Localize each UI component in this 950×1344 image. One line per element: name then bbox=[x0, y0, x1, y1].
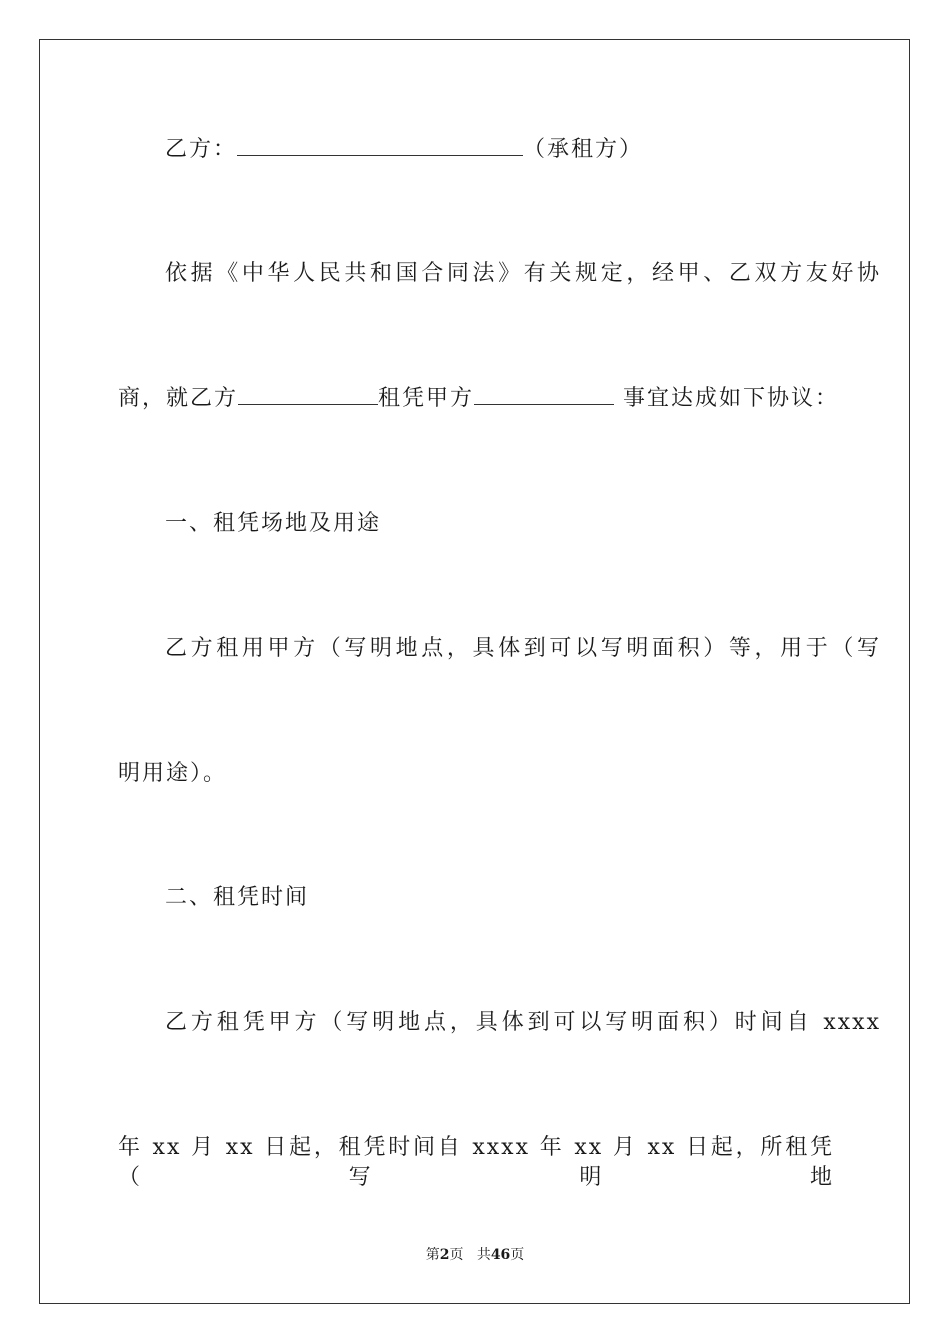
intro-part-3: 事宜达成如下协议： bbox=[614, 386, 840, 411]
intro-part-1: 商，就乙方 bbox=[118, 386, 239, 411]
intro-blank-1 bbox=[238, 384, 378, 405]
total-suffix: 页 bbox=[510, 1247, 525, 1263]
section-1-line-2: 明用途）。 bbox=[118, 761, 228, 786]
intro-blank-2 bbox=[474, 384, 614, 405]
section-2-heading: 二、租凭时间 bbox=[165, 885, 310, 910]
intro-line-1: 依据《中华人民共和国合同法》有关规定，经甲、乙双方友好协 bbox=[165, 261, 881, 286]
party-b-blank bbox=[237, 135, 523, 156]
party-b-line bbox=[118, 135, 881, 165]
page-footer bbox=[0, 1246, 950, 1264]
party-b-label: 乙方： bbox=[165, 137, 238, 162]
total-pages: 46 bbox=[490, 1247, 511, 1263]
intro-part-2: 租凭甲方 bbox=[378, 386, 475, 411]
page-frame bbox=[39, 39, 910, 1304]
party-b-suffix: （承租方） bbox=[523, 137, 644, 162]
page-suffix: 页 bbox=[449, 1247, 464, 1263]
section-2-line-1: 乙方租凭甲方（写明地点，具体到可以写明面积）时间自 xxxx bbox=[165, 1010, 881, 1035]
section-1-heading: 一、租凭场地及用途 bbox=[165, 511, 382, 536]
intro-line-2 bbox=[118, 384, 840, 414]
page-number: 2 bbox=[439, 1247, 450, 1263]
total-prefix: 共 bbox=[476, 1247, 491, 1263]
section-1-line-1: 乙方租用甲方（写明地点，具体到可以写明面积）等，用于（写 bbox=[165, 636, 881, 661]
page-prefix: 第 bbox=[425, 1247, 440, 1263]
section-2-line-2: 年 xx 月 xx 日起，租凭时间自 xxxx 年 xx 月 xx 日起，所租凭（写明地 bbox=[118, 1135, 834, 1190]
